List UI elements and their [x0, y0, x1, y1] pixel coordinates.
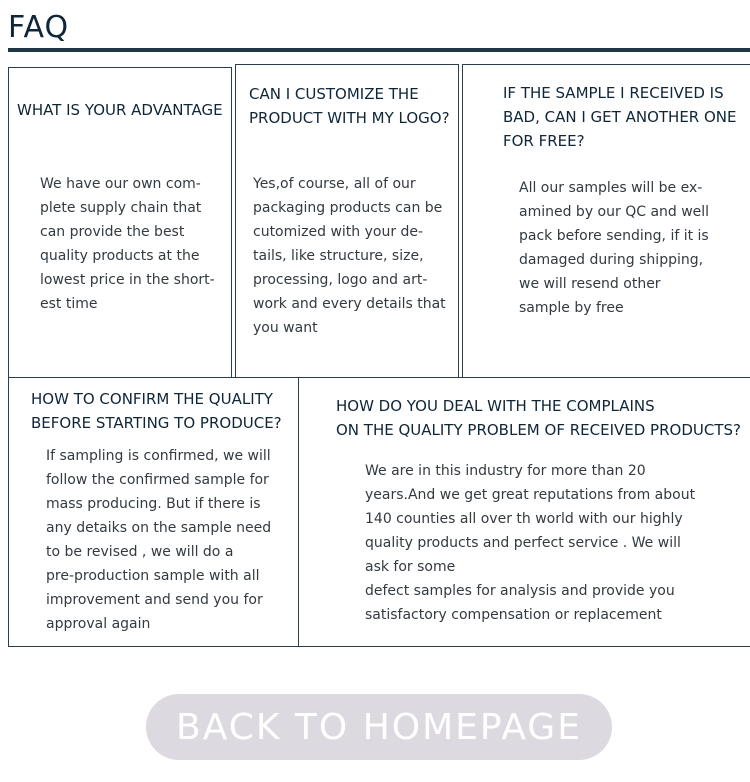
page-title: FAQ	[8, 10, 70, 45]
faq-card-complaints	[298, 377, 750, 647]
faq-question: CAN I CUSTOMIZE THE PRODUCT WITH MY LOGO?	[249, 85, 450, 127]
faq-card-customize	[235, 64, 459, 378]
title-underline	[8, 48, 750, 52]
back-to-homepage-button[interactable]: BACK TO HOMEPAGE	[146, 694, 612, 760]
faq-answer: All our samples will be ex- amined by our QC and well pack before sending, if it is damaged during shipping, we will resend other sample by free	[519, 180, 710, 316]
faq-answer: If sampling is confirmed, we will follow the confirmed sample for mass producing. But if there is any detaiks on the sample need to be revised , we will do a pre-production sample with all improvement and send you for approval again	[46, 448, 272, 632]
faq-question: HOW DO YOU DEAL WITH THE COMPLAINS ON THE QUALITY PROBLEM OF RECEIVED PRODUCTS?	[336, 397, 741, 439]
faq-answer: We are in this industry for more than 20 years.And we get great reputations from about 140 counties all over th world with our highly quality products and perfect service . We will ask for some defect samples for analysis and provide you satisfactory compensation or replacement	[365, 463, 696, 623]
faq-card-free-sample	[462, 64, 750, 378]
faq-card-confirm-quality	[8, 377, 299, 647]
faq-question: WHAT IS YOUR ADVANTAGE	[17, 101, 223, 119]
faq-answer: We have our own com- plete supply chain that can provide the best quality products at the lowest price in the short- est time	[40, 176, 215, 312]
faq-card-advantage	[8, 67, 232, 378]
faq-question: HOW TO CONFIRM THE QUALITY BEFORE STARTING TO PRODUCE?	[31, 390, 282, 432]
faq-answer: Yes,of course, all of our packaging products can be cutomized with your de- tails, like structure, size, processing, logo and art- work and every details that you want	[253, 176, 446, 336]
faq-question: IF THE SAMPLE I RECEIVED IS BAD, CAN I GET ANOTHER ONE FOR FREE?	[503, 84, 737, 150]
